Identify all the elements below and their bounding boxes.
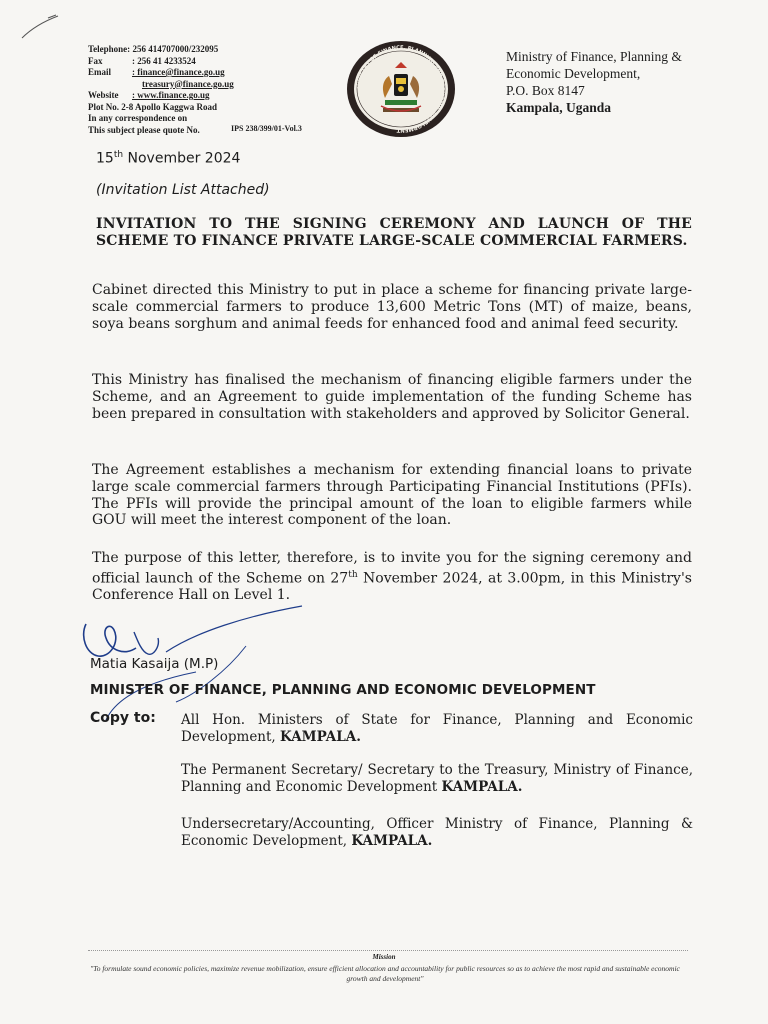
signatory-title: MINISTER OF FINANCE, PLANNING AND ECONOMIC DEVELOPMENT [90, 682, 596, 698]
address-line-4: Kampala, Uganda [506, 100, 612, 115]
paragraph-4: The purpose of this letter, therefore, is to invite you for the signing ceremony and official launch of the Scheme on 27th November 2024, at 3.00pm, in this Ministry's Conference Hall on Level 1. [92, 550, 692, 604]
plot-address: Plot No. 2-8 Apollo Kaggwa Road [88, 101, 218, 112]
address-line-3: P.O. Box 8147 [506, 83, 585, 98]
copy-recipient-3: Undersecretary/Accounting, Officer Ministry of Finance, Planning & Economic Development, KAMPALA. [181, 816, 693, 849]
footer-divider [88, 950, 688, 951]
reference-number: IPS 238/399/01-Vol.3 [231, 124, 302, 133]
fax-value: : 256 41 4233524 [132, 55, 196, 66]
quote-note: This subject please quote No. [88, 124, 200, 135]
signatory-name: Matia Kasaija (M.P) [90, 656, 219, 672]
copy-recipient-1: All Hon. Ministers of State for Finance, Planning and Economic Development, KAMPALA. [181, 712, 693, 745]
letter-date: 15th November 2024 [96, 150, 241, 167]
correspondence-note: In any correspondence on [88, 113, 188, 123]
email-link-finance[interactable]: : finance@finance.go.ug [132, 67, 225, 77]
ministry-crest-icon [345, 40, 457, 138]
telephone-value: 256 414707000/232095 [132, 44, 219, 54]
copy-recipient-2: The Permanent Secretary/ Secretary to the Treasury, Ministry of Finance, Planning and Economic Development KAMPALA. [181, 762, 693, 795]
mission-statement: "To formulate sound economic policies, maximize revenue mobilization, ensure efficient allocation and accountability for public resources so as to achieve the most rapid and sustainable economic growth and development" [90, 964, 680, 983]
mission-title: Mission [372, 953, 396, 961]
website-label: Website [88, 90, 119, 100]
email-label: Email [88, 67, 112, 77]
paragraph-1: Cabinet directed this Ministry to put in place a scheme for financing private large-scale commercial farmers to produce 13,600 Metric Tons (MT) of maize, beans, soya beans sorghum and animal feeds for enhanced food and animal feed security. [92, 282, 692, 332]
ministry-address [506, 48, 682, 116]
letter-subject: INVITATION TO THE SIGNING CEREMONY AND LAUNCH OF THE SCHEME TO FINANCE PRIVATE LARGE-SCALE COMMERCIAL FARMERS. [96, 216, 692, 249]
paragraph-2: This Ministry has finalised the mechanism of financing eligible farmers under the Scheme, and an Agreement to guide implementation of the funding Scheme has been prepared in consultation with stakeholders and approved by Solicitor General. [92, 372, 692, 422]
address-line-1: Ministry of Finance, Planning & [506, 49, 682, 64]
copy-to-label: Copy to: [90, 710, 156, 726]
letterhead-contacts [88, 44, 234, 136]
svg-text:MINISTRY OF FINANCE, PLANNING: MINISTRY OF FINANCE, PLANNING AND ECONOMIC DEVELOPMENT [356, 44, 446, 134]
pen-mark-icon [18, 12, 62, 42]
email-link-treasury[interactable]: treasury@finance.go.ug [142, 78, 234, 89]
telephone-label: Telephone: [88, 44, 131, 54]
website-link[interactable]: : www.finance.go.ug [132, 90, 210, 100]
fax-label: Fax [88, 55, 103, 66]
paragraph-3: The Agreement establishes a mechanism for extending financial loans to private large scale commercial farmers through Participating Financial Institutions (PFIs). The PFIs will provide the principal amount of the loan to eligible farmers while GOU will meet the interest component of the loan. [92, 462, 692, 529]
invitation-list-note: (Invitation List Attached) [96, 182, 270, 198]
address-line-2: Economic Development, [506, 66, 641, 81]
